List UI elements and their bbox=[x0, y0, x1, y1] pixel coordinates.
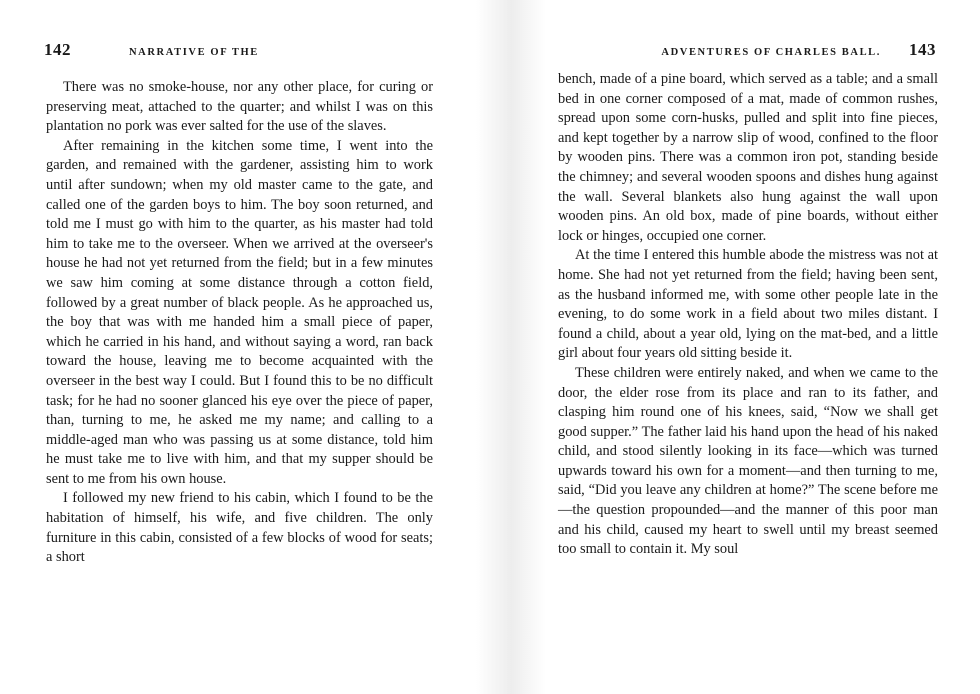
paragraph: There was no smoke-house, nor any other place, for curing or preserving meat, attached to the quarter; and whilst I was on this plantation no pork was ever salted for the use of the slaves. bbox=[46, 79, 433, 135]
paragraph: bench, made of a pine board, which served as a table; and a small bed in one corner composed of a mat, made of common rushes, spread upon some corn-husks, pulled and split into fine pieces, and kept together by a narrow slip of wood, confined to the floor by wooden pins. There was a common iron pot, standing beside the chimney; and several wooden spoons and dishes hung against the wall. Several blankets also hung against the wall upon wooden pins. An old box, made of pine boards, without either lock or hinges, occupied one corner. bbox=[558, 71, 938, 244]
left-running-head bbox=[44, 40, 434, 62]
right-page bbox=[490, 0, 980, 694]
left-page-number: 142 bbox=[44, 40, 71, 59]
right-running-title: ADVENTURES OF CHARLES BALL. bbox=[661, 47, 881, 58]
paragraph: These children were entirely naked, and when we came to the door, the elder rose from its place and ran to its father, and clasping him round one of his knees, said, “Now we shall get good supper.” The father laid his hand upon the head of his naked child, and stood silently looking in its face—which was turned upwards toward his own for a moment—and then turning to me, said, “Did you leave any children at home?” The scene before me—the question propounded—and the manner of this poor man and his child, caused my heart to swell until my breast seemed too small to contain it. My soul bbox=[558, 364, 938, 558]
paragraph: After remaining in the kitchen some time, I went into the garden, and remained with the gardener, assisting him to work until after sundown; when my old master came to the gate, and called one of the garden boys to him. The boy soon returned, and told me I must go with him to the quarter, as his master had told him to take me to the overseer. When we arrived at the overseer's house he had not yet returned from the field; but in a few minutes we saw him coming at some distance through a cotton field, followed by a great number of black people. As he approached us, the boy that was with me handed him a small piece of paper, which he carried in his hand, and without saying a word, ran back toward the house, leaving me to become acquainted with the overseer in the best way I could. But I found this to be no difficult task; for he had no sooner glanced his eye over the piece of paper, than, turning to me, he asked me my name; and calling to a middle-aged man who was passing us at some distance, told him he must take me to live with him, and that my supper should be sent to me from his own house. bbox=[46, 137, 433, 487]
right-running-head bbox=[558, 40, 936, 62]
paragraph: I followed my new friend to his cabin, which I found to be the habitation of himself, his wife, and five children. The only furniture in this cabin, consisted of a few blocks of wood for seats; a short bbox=[46, 490, 433, 566]
left-running-title: NARRATIVE OF THE bbox=[129, 47, 259, 58]
left-text-block bbox=[46, 78, 433, 568]
right-page-number: 143 bbox=[909, 40, 936, 59]
right-text-block bbox=[558, 70, 938, 560]
paragraph: At the time I entered this humble abode the mistress was not at home. She had not yet returned from the field; having been sent, as the husband informed me, with some other people late in the evening, to do some work in a field about two miles distant. I found a child, about a year old, lying on the mat-bed, and a little girl about four years old sitting beside it. bbox=[558, 247, 938, 362]
